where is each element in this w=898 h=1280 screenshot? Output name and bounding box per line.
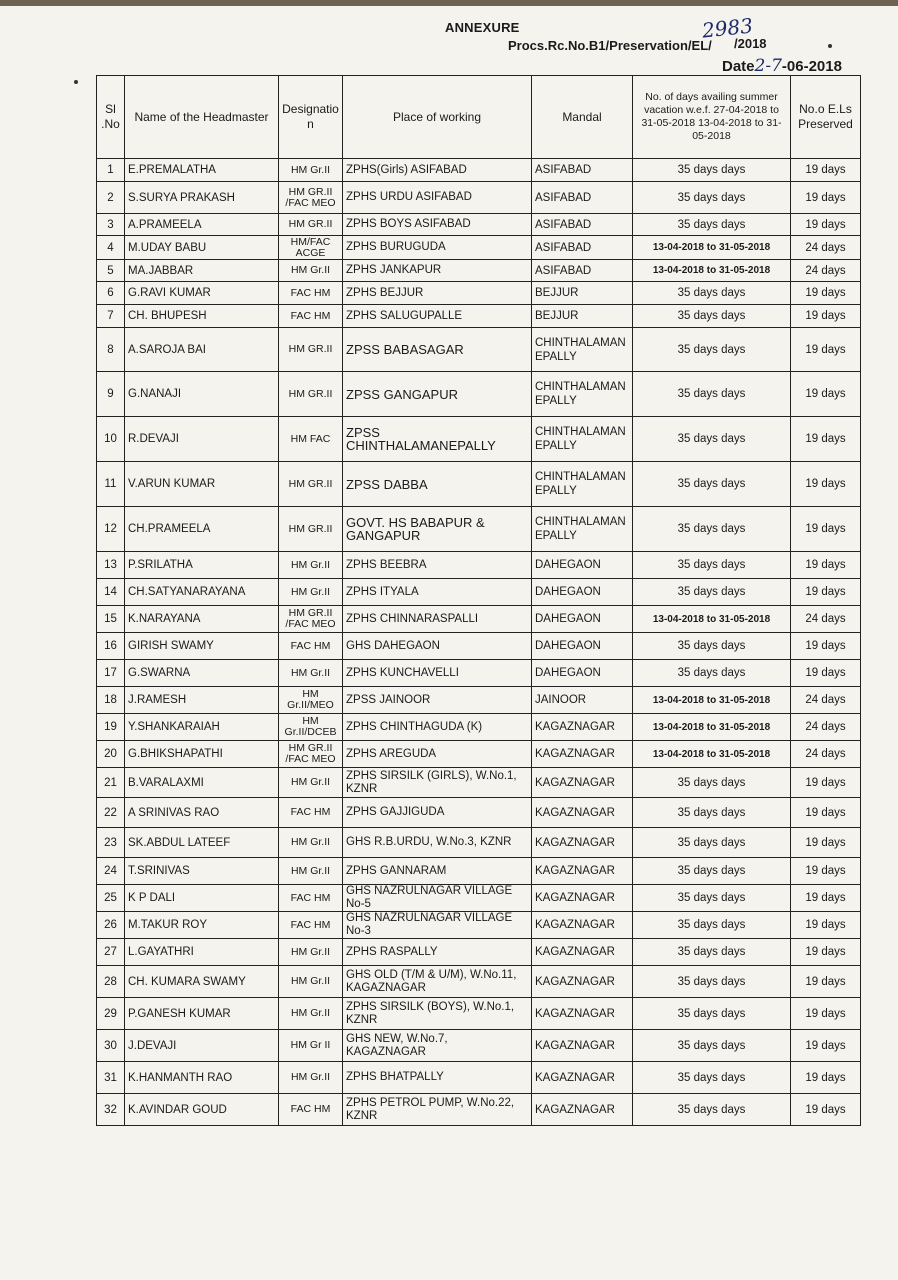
table-row <box>97 885 861 912</box>
cell-place: GOVT. HS BABAPUR & GANGAPUR <box>343 507 532 552</box>
cell-place: ZPHS CHINTHAGUDA (K) <box>343 714 532 741</box>
cell-sl: 5 <box>97 260 125 282</box>
cell-name: CH.SATYANARAYANA <box>125 579 279 606</box>
cell-days: 35 days days <box>633 328 791 372</box>
cell-place: ZPHS SALUGUPALLE <box>343 305 532 328</box>
cell-days: 35 days days <box>633 1030 791 1062</box>
cell-sl: 10 <box>97 417 125 462</box>
cell-mandal: BEJJUR <box>532 282 633 305</box>
cell-designation: HM/FAC ACGE <box>279 236 343 260</box>
cell-place: ZPHS BHATPALLY <box>343 1062 532 1094</box>
cell-sl: 26 <box>97 912 125 939</box>
table-row <box>97 1062 861 1094</box>
cell-designation: FAC HM <box>279 885 343 912</box>
cell-name: M.TAKUR ROY <box>125 912 279 939</box>
cell-sl: 15 <box>97 606 125 633</box>
cell-mandal: KAGAZNAGAR <box>532 939 633 966</box>
cell-sl: 1 <box>97 159 125 182</box>
table-row <box>97 741 861 768</box>
col-header-designation: Designatio n <box>279 76 343 159</box>
cell-name: G.RAVI KUMAR <box>125 282 279 305</box>
table-row <box>97 462 861 507</box>
date-handwritten-day: 2-7 <box>754 56 782 76</box>
cell-els: 19 days <box>791 798 861 828</box>
cell-els: 19 days <box>791 579 861 606</box>
cell-place: ZPHS GANNARAM <box>343 858 532 885</box>
cell-days: 35 days days <box>633 417 791 462</box>
cell-days: 35 days days <box>633 966 791 998</box>
cell-days: 35 days days <box>633 828 791 858</box>
cell-place: ZPHS BOYS ASIFABAD <box>343 214 532 236</box>
cell-days: 35 days days <box>633 159 791 182</box>
cell-sl: 24 <box>97 858 125 885</box>
col-header-mandal: Mandal <box>532 76 633 159</box>
procs-year: /2018 <box>734 36 767 51</box>
cell-place: ZPHS URDU ASIFABAD <box>343 182 532 214</box>
cell-mandal: KAGAZNAGAR <box>532 1030 633 1062</box>
cell-designation: HM GR.II /FAC MEO <box>279 606 343 633</box>
cell-days: 35 days days <box>633 182 791 214</box>
table-row <box>97 828 861 858</box>
cell-place: ZPHS GAJJIGUDA <box>343 798 532 828</box>
cell-els: 19 days <box>791 633 861 660</box>
cell-els: 19 days <box>791 417 861 462</box>
table-body <box>97 159 861 1126</box>
pen-mark <box>828 44 832 48</box>
cell-sl: 30 <box>97 1030 125 1062</box>
table-row <box>97 328 861 372</box>
cell-designation: HM Gr II <box>279 1030 343 1062</box>
cell-name: CH. BHUPESH <box>125 305 279 328</box>
cell-name: M.UDAY BABU <box>125 236 279 260</box>
col-header-name: Name of the Headmaster <box>125 76 279 159</box>
cell-place: ZPHS ITYALA <box>343 579 532 606</box>
cell-els: 19 days <box>791 282 861 305</box>
cell-sl: 12 <box>97 507 125 552</box>
cell-name: R.DEVAJI <box>125 417 279 462</box>
col-header-els: No.o E.Ls Preserved <box>791 76 861 159</box>
cell-place: ZPHS SIRSILK (BOYS), W.No.1, KZNR <box>343 998 532 1030</box>
cell-els: 19 days <box>791 1094 861 1126</box>
table-row <box>97 1030 861 1062</box>
cell-name: A.PRAMEELA <box>125 214 279 236</box>
table-row <box>97 305 861 328</box>
cell-place: GHS DAHEGAON <box>343 633 532 660</box>
cell-designation: HM GR.II <box>279 462 343 507</box>
cell-sl: 13 <box>97 552 125 579</box>
cell-els: 19 days <box>791 998 861 1030</box>
cell-els: 19 days <box>791 182 861 214</box>
cell-mandal: KAGAZNAGAR <box>532 1062 633 1094</box>
cell-sl: 20 <box>97 741 125 768</box>
cell-name: G.BHIKSHAPATHI <box>125 741 279 768</box>
procs-reference <box>508 13 767 53</box>
cell-els: 19 days <box>791 939 861 966</box>
cell-sl: 29 <box>97 998 125 1030</box>
cell-days: 35 days days <box>633 768 791 798</box>
cell-sl: 19 <box>97 714 125 741</box>
cell-name: CH.PRAMEELA <box>125 507 279 552</box>
table-row <box>97 966 861 998</box>
cell-place: ZPSS CHINTHALAMANEPALLY <box>343 417 532 462</box>
cell-mandal: CHINTHALAMAN EPALLY <box>532 372 633 417</box>
cell-place: ZPSS DABBA <box>343 462 532 507</box>
cell-days: 35 days days <box>633 939 791 966</box>
cell-name: MA.JABBAR <box>125 260 279 282</box>
cell-name: V.ARUN KUMAR <box>125 462 279 507</box>
table-row <box>97 660 861 687</box>
cell-sl: 22 <box>97 798 125 828</box>
cell-mandal: KAGAZNAGAR <box>532 741 633 768</box>
cell-mandal: CHINTHALAMAN EPALLY <box>532 328 633 372</box>
cell-designation: HM Gr.II <box>279 552 343 579</box>
cell-mandal: KAGAZNAGAR <box>532 885 633 912</box>
cell-sl: 32 <box>97 1094 125 1126</box>
cell-designation: FAC HM <box>279 1094 343 1126</box>
cell-place: GHS OLD (T/M & U/M), W.No.11, KAGAZNAGAR <box>343 966 532 998</box>
cell-place: GHS R.B.URDU, W.No.3, KZNR <box>343 828 532 858</box>
table-row <box>97 798 861 828</box>
cell-days: 35 days days <box>633 660 791 687</box>
cell-days: 13-04-2018 to 31-05-2018 <box>633 606 791 633</box>
cell-place: ZPHS JANKAPUR <box>343 260 532 282</box>
cell-name: K.HANMANTH RAO <box>125 1062 279 1094</box>
cell-sl: 3 <box>97 214 125 236</box>
table-row <box>97 236 861 260</box>
cell-days: 35 days days <box>633 885 791 912</box>
cell-place: GHS NAZRULNAGAR VILLAGE No-3 <box>343 912 532 939</box>
col-header-place: Place of working <box>343 76 532 159</box>
cell-place: ZPSS BABASAGAR <box>343 328 532 372</box>
cell-sl: 7 <box>97 305 125 328</box>
cell-sl: 14 <box>97 579 125 606</box>
cell-days: 35 days days <box>633 1094 791 1126</box>
table-row <box>97 939 861 966</box>
cell-sl: 21 <box>97 768 125 798</box>
cell-designation: HM Gr.II <box>279 768 343 798</box>
cell-mandal: CHINTHALAMAN EPALLY <box>532 462 633 507</box>
cell-name: P.GANESH KUMAR <box>125 998 279 1030</box>
cell-designation: HM GR.II /FAC MEO <box>279 741 343 768</box>
procs-handwritten-number: 2983 <box>700 13 755 43</box>
cell-els: 19 days <box>791 858 861 885</box>
table-row <box>97 606 861 633</box>
cell-els: 19 days <box>791 660 861 687</box>
table-row <box>97 282 861 305</box>
cell-els: 19 days <box>791 1030 861 1062</box>
cell-name: E.PREMALATHA <box>125 159 279 182</box>
cell-days: 35 days days <box>633 214 791 236</box>
cell-els: 19 days <box>791 462 861 507</box>
cell-mandal: DAHEGAON <box>532 633 633 660</box>
cell-els: 19 days <box>791 885 861 912</box>
cell-place: ZPHS SIRSILK (GIRLS), W.No.1, KZNR <box>343 768 532 798</box>
cell-name: Y.SHANKARAIAH <box>125 714 279 741</box>
cell-days: 35 days days <box>633 1062 791 1094</box>
cell-name: L.GAYATHRI <box>125 939 279 966</box>
cell-name: K P DALI <box>125 885 279 912</box>
cell-name: J.RAMESH <box>125 687 279 714</box>
cell-mandal: CHINTHALAMAN EPALLY <box>532 507 633 552</box>
cell-sl: 8 <box>97 328 125 372</box>
cell-sl: 17 <box>97 660 125 687</box>
cell-mandal: KAGAZNAGAR <box>532 828 633 858</box>
cell-days: 35 days days <box>633 552 791 579</box>
table-row <box>97 417 861 462</box>
cell-sl: 18 <box>97 687 125 714</box>
cell-els: 19 days <box>791 828 861 858</box>
cell-place: ZPHS BEJJUR <box>343 282 532 305</box>
cell-days: 35 days days <box>633 858 791 885</box>
procs-prefix: Procs.Rc.No.B1/Preservation/EL/ <box>508 38 712 53</box>
cell-designation: HM Gr.II <box>279 858 343 885</box>
cell-name: GIRISH SWAMY <box>125 633 279 660</box>
cell-place: ZPHS BEEBRA <box>343 552 532 579</box>
table-row <box>97 912 861 939</box>
cell-sl: 25 <box>97 885 125 912</box>
cell-designation: HM Gr.II <box>279 660 343 687</box>
cell-mandal: DAHEGAON <box>532 552 633 579</box>
annexure-title: ANNEXURE <box>445 20 520 35</box>
cell-designation: HM Gr.II <box>279 966 343 998</box>
date-suffix: -06-2018 <box>781 58 842 75</box>
cell-days: 35 days days <box>633 282 791 305</box>
cell-designation: HM GR.II /FAC MEO <box>279 182 343 214</box>
cell-designation: FAC HM <box>279 912 343 939</box>
cell-designation: HM Gr.II <box>279 1062 343 1094</box>
cell-designation: FAC HM <box>279 798 343 828</box>
table-row <box>97 687 861 714</box>
cell-place: GHS NEW, W.No.7, KAGAZNAGAR <box>343 1030 532 1062</box>
cell-sl: 4 <box>97 236 125 260</box>
cell-els: 19 days <box>791 768 861 798</box>
cell-els: 19 days <box>791 1062 861 1094</box>
cell-name: P.SRILATHA <box>125 552 279 579</box>
cell-designation: HM GR.II <box>279 214 343 236</box>
cell-mandal: ASIFABAD <box>532 260 633 282</box>
cell-sl: 28 <box>97 966 125 998</box>
cell-els: 19 days <box>791 214 861 236</box>
cell-place: ZPHS KUNCHAVELLI <box>343 660 532 687</box>
cell-els: 24 days <box>791 260 861 282</box>
cell-sl: 31 <box>97 1062 125 1094</box>
cell-designation: HM GR.II <box>279 507 343 552</box>
table-row <box>97 507 861 552</box>
cell-sl: 2 <box>97 182 125 214</box>
cell-designation: HM Gr.II <box>279 579 343 606</box>
table-row <box>97 768 861 798</box>
date-prefix: Date <box>722 58 755 75</box>
cell-els: 19 days <box>791 507 861 552</box>
cell-days: 35 days days <box>633 507 791 552</box>
cell-place: ZPHS PETROL PUMP, W.No.22, KZNR <box>343 1094 532 1126</box>
cell-mandal: DAHEGAON <box>532 660 633 687</box>
table-row <box>97 260 861 282</box>
cell-sl: 23 <box>97 828 125 858</box>
table-row <box>97 858 861 885</box>
table-row <box>97 633 861 660</box>
cell-designation: HM Gr.II/MEO <box>279 687 343 714</box>
cell-days: 13-04-2018 to 31-05-2018 <box>633 260 791 282</box>
table-header-row <box>97 76 861 159</box>
cell-days: 35 days days <box>633 633 791 660</box>
cell-days: 35 days days <box>633 305 791 328</box>
table-row <box>97 182 861 214</box>
table-row <box>97 579 861 606</box>
cell-name: K.AVINDAR GOUD <box>125 1094 279 1126</box>
cell-designation: HM Gr.II <box>279 260 343 282</box>
cell-place: GHS NAZRULNAGAR VILLAGE No-5 <box>343 885 532 912</box>
cell-name: SK.ABDUL LATEEF <box>125 828 279 858</box>
cell-els: 19 days <box>791 159 861 182</box>
cell-name: A.SAROJA BAI <box>125 328 279 372</box>
col-header-sl: Sl .No <box>97 76 125 159</box>
cell-days: 35 days days <box>633 912 791 939</box>
cell-name: K.NARAYANA <box>125 606 279 633</box>
cell-designation: HM FAC <box>279 417 343 462</box>
cell-place: ZPHS(Girls) ASIFABAD <box>343 159 532 182</box>
cell-designation: FAC HM <box>279 305 343 328</box>
cell-mandal: KAGAZNAGAR <box>532 858 633 885</box>
cell-designation: HM Gr.II/DCEB <box>279 714 343 741</box>
cell-mandal: JAINOOR <box>532 687 633 714</box>
cell-designation: HM GR.II <box>279 328 343 372</box>
cell-place: ZPSS GANGAPUR <box>343 372 532 417</box>
cell-place: ZPSS JAINOOR <box>343 687 532 714</box>
headmasters-table <box>96 75 861 1126</box>
pen-mark <box>74 80 78 84</box>
cell-mandal: ASIFABAD <box>532 236 633 260</box>
cell-mandal: KAGAZNAGAR <box>532 966 633 998</box>
table-row <box>97 1094 861 1126</box>
cell-sl: 11 <box>97 462 125 507</box>
cell-days: 35 days days <box>633 372 791 417</box>
cell-days: 35 days days <box>633 462 791 507</box>
cell-mandal: DAHEGAON <box>532 606 633 633</box>
table-row <box>97 714 861 741</box>
cell-els: 19 days <box>791 305 861 328</box>
cell-mandal: ASIFABAD <box>532 182 633 214</box>
cell-els: 24 days <box>791 687 861 714</box>
cell-els: 24 days <box>791 606 861 633</box>
cell-days: 35 days days <box>633 798 791 828</box>
cell-els: 19 days <box>791 372 861 417</box>
cell-sl: 9 <box>97 372 125 417</box>
cell-days: 13-04-2018 to 31-05-2018 <box>633 687 791 714</box>
cell-sl: 27 <box>97 939 125 966</box>
page-edge <box>0 0 898 6</box>
cell-designation: FAC HM <box>279 282 343 305</box>
cell-name: J.DEVAJI <box>125 1030 279 1062</box>
cell-days: 13-04-2018 to 31-05-2018 <box>633 236 791 260</box>
cell-days: 35 days days <box>633 579 791 606</box>
cell-sl: 6 <box>97 282 125 305</box>
cell-designation: FAC HM <box>279 633 343 660</box>
cell-name: A SRINIVAS RAO <box>125 798 279 828</box>
cell-name: G.SWARNA <box>125 660 279 687</box>
cell-els: 19 days <box>791 552 861 579</box>
cell-els: 19 days <box>791 328 861 372</box>
cell-designation: HM Gr.II <box>279 939 343 966</box>
cell-mandal: KAGAZNAGAR <box>532 912 633 939</box>
cell-mandal: KAGAZNAGAR <box>532 1094 633 1126</box>
cell-sl: 16 <box>97 633 125 660</box>
cell-place: ZPHS CHINNARASPALLI <box>343 606 532 633</box>
table-row <box>97 372 861 417</box>
col-header-days: No. of days availing summer vacation w.e.f. 27-04-2018 to 31-05-2018 13-04-2018 to 31-05-2018 <box>633 76 791 159</box>
cell-days: 13-04-2018 to 31-05-2018 <box>633 714 791 741</box>
cell-days: 13-04-2018 to 31-05-2018 <box>633 741 791 768</box>
cell-name: CH. KUMARA SWAMY <box>125 966 279 998</box>
cell-mandal: ASIFABAD <box>532 159 633 182</box>
cell-name: T.SRINIVAS <box>125 858 279 885</box>
cell-days: 35 days days <box>633 998 791 1030</box>
table-row <box>97 159 861 182</box>
cell-mandal: BEJJUR <box>532 305 633 328</box>
cell-designation: HM Gr.II <box>279 828 343 858</box>
cell-mandal: KAGAZNAGAR <box>532 798 633 828</box>
table-row <box>97 214 861 236</box>
cell-designation: HM Gr.II <box>279 998 343 1030</box>
cell-mandal: KAGAZNAGAR <box>532 714 633 741</box>
cell-els: 24 days <box>791 741 861 768</box>
cell-mandal: DAHEGAON <box>532 579 633 606</box>
cell-els: 24 days <box>791 236 861 260</box>
cell-els: 19 days <box>791 912 861 939</box>
cell-place: ZPHS AREGUDA <box>343 741 532 768</box>
cell-name: S.SURYA PRAKASH <box>125 182 279 214</box>
cell-designation: HM GR.II <box>279 372 343 417</box>
document-date <box>722 56 842 76</box>
table-row <box>97 998 861 1030</box>
cell-place: ZPHS BURUGUDA <box>343 236 532 260</box>
cell-designation: HM Gr.II <box>279 159 343 182</box>
cell-els: 24 days <box>791 714 861 741</box>
cell-name: B.VARALAXMI <box>125 768 279 798</box>
cell-mandal: ASIFABAD <box>532 214 633 236</box>
table-row <box>97 552 861 579</box>
cell-mandal: CHINTHALAMAN EPALLY <box>532 417 633 462</box>
cell-name: G.NANAJI <box>125 372 279 417</box>
cell-els: 19 days <box>791 966 861 998</box>
cell-mandal: KAGAZNAGAR <box>532 768 633 798</box>
cell-place: ZPHS RASPALLY <box>343 939 532 966</box>
cell-mandal: KAGAZNAGAR <box>532 998 633 1030</box>
